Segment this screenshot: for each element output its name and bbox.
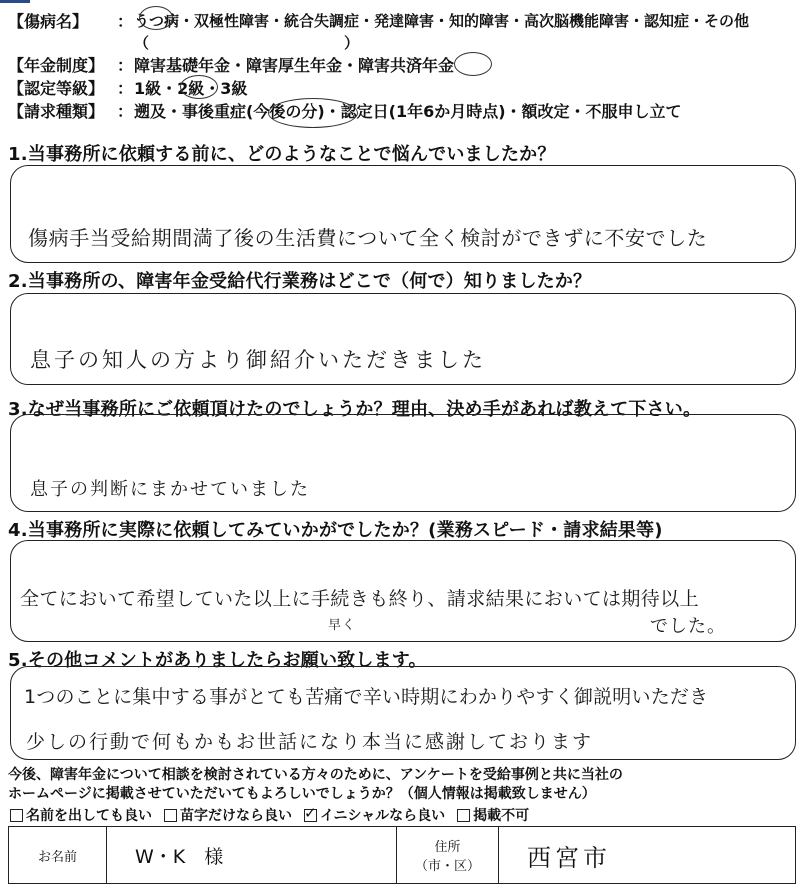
name-value-cell	[107, 827, 397, 883]
question-3-title: 3.なぜ当事務所にご依頼頂けたのでしょうか？理由、決め手があれば教えて下さい。	[8, 399, 702, 420]
meta-row-pension-system	[8, 54, 808, 77]
option-full-name[interactable]	[10, 805, 152, 825]
selection-circle-diagnosis	[139, 6, 173, 30]
checkbox[interactable]	[164, 809, 177, 822]
checkbox-checked[interactable]	[304, 809, 317, 822]
name-label: お名前	[37, 849, 77, 865]
option-label: イニシャルなら良い	[320, 808, 446, 824]
name-value: W・K 様	[135, 845, 224, 868]
address-value-cell	[499, 827, 795, 883]
option-initials-only[interactable]	[304, 805, 445, 825]
option-surname-only[interactable]	[164, 805, 292, 825]
top-accent-bar	[0, 0, 30, 3]
meta-key: 【認定等級】	[8, 79, 105, 98]
meta-key: 【傷病名】	[8, 12, 89, 31]
checkbox[interactable]	[457, 809, 470, 822]
selection-circle-pension	[454, 52, 492, 76]
checkbox[interactable]	[10, 809, 23, 822]
answer-5-line-2: 少しの行動で何もかもお世話になり本当に感謝しております	[26, 731, 594, 753]
answer-5-line-1: 1つのことに集中する事がとても苦痛で辛い時期にわかりやすく御説明いただき	[24, 686, 709, 708]
answer-2-text: 息子の知人の方より御紹介いただきました	[30, 348, 486, 372]
option-label: 苗字だけなら良い	[180, 808, 292, 824]
meta-row-diagnosis	[8, 10, 808, 54]
question-5-title: 5.その他コメントがありましたらお願い致します。	[8, 650, 427, 671]
meta-colon: ：	[116, 102, 133, 121]
meta-colon: ：	[116, 56, 133, 75]
option-label: 掲載不可	[473, 808, 530, 824]
question-1-title: 1.当事務所に依頼する前に、どのようなことで悩んでいましたか？	[8, 144, 556, 165]
option-no-publish[interactable]	[457, 805, 529, 825]
meta-key: 【年金制度】	[8, 56, 105, 75]
answer-1-text: 傷病手当受給期間満了後の生活費について全く検討ができずに不安でした	[28, 226, 708, 250]
address-label-sub: （市・区）	[414, 859, 480, 874]
consent-line-1: 今後、障害年金について相談を検討されている方々のために、アンケートを受給事例と共に当社の	[8, 767, 623, 783]
address-value: 西宮市	[527, 843, 611, 872]
publish-consent-question	[8, 766, 808, 804]
option-label: 名前を出しても良い	[26, 808, 152, 824]
consent-options	[10, 805, 529, 825]
meta-value: 遡及・事後重症(今後の分)・認定日(1年6か月時点)・額改定・不服申し立て	[134, 102, 682, 121]
address-label-cell	[397, 827, 499, 883]
answer-4-continuation: でした。	[650, 616, 726, 637]
answer-4-text: 全てにおいて希望していた以上に手続きも終り、請求結果においては期待以上	[20, 588, 700, 610]
meta-value: 障害基礎年金・障害厚生年金・障害共済年金	[134, 56, 455, 75]
address-label: 住所	[434, 840, 461, 855]
question-4-title: 4.当事務所に実際に依頼してみていかがでしたか？(業務スピード・請求結果等)	[8, 520, 663, 541]
selection-circle-claim	[268, 98, 358, 128]
meta-row-grade	[8, 77, 808, 100]
answer-3-text: 息子の判断にまかせていました	[30, 479, 310, 500]
meta-colon: ：	[116, 79, 133, 98]
meta-value: うつ病・双極性障害・統合失調症・発達障害・知的障害・高次脳機能障害・認知症・その他（ ）	[134, 12, 750, 52]
answer-4-insert: 早く	[328, 618, 357, 633]
meta-key: 【請求種類】	[8, 102, 105, 121]
selection-circle-grade	[180, 75, 218, 99]
meta-row-claim-type	[8, 100, 808, 123]
meta-colon: ：	[116, 12, 133, 31]
meta-value: 1級・2級・3級	[134, 79, 248, 98]
consent-line-2: ホームページに掲載させていただいてもよろしいでしょうか？（個人情報は掲載致しません）	[8, 786, 596, 802]
question-2-title: 2.当事務所の、障害年金受給代行業務はどこで（何で）知りましたか？	[8, 271, 592, 292]
name-label-cell	[9, 827, 107, 883]
survey-meta	[8, 10, 808, 123]
name-address-table	[8, 826, 796, 884]
